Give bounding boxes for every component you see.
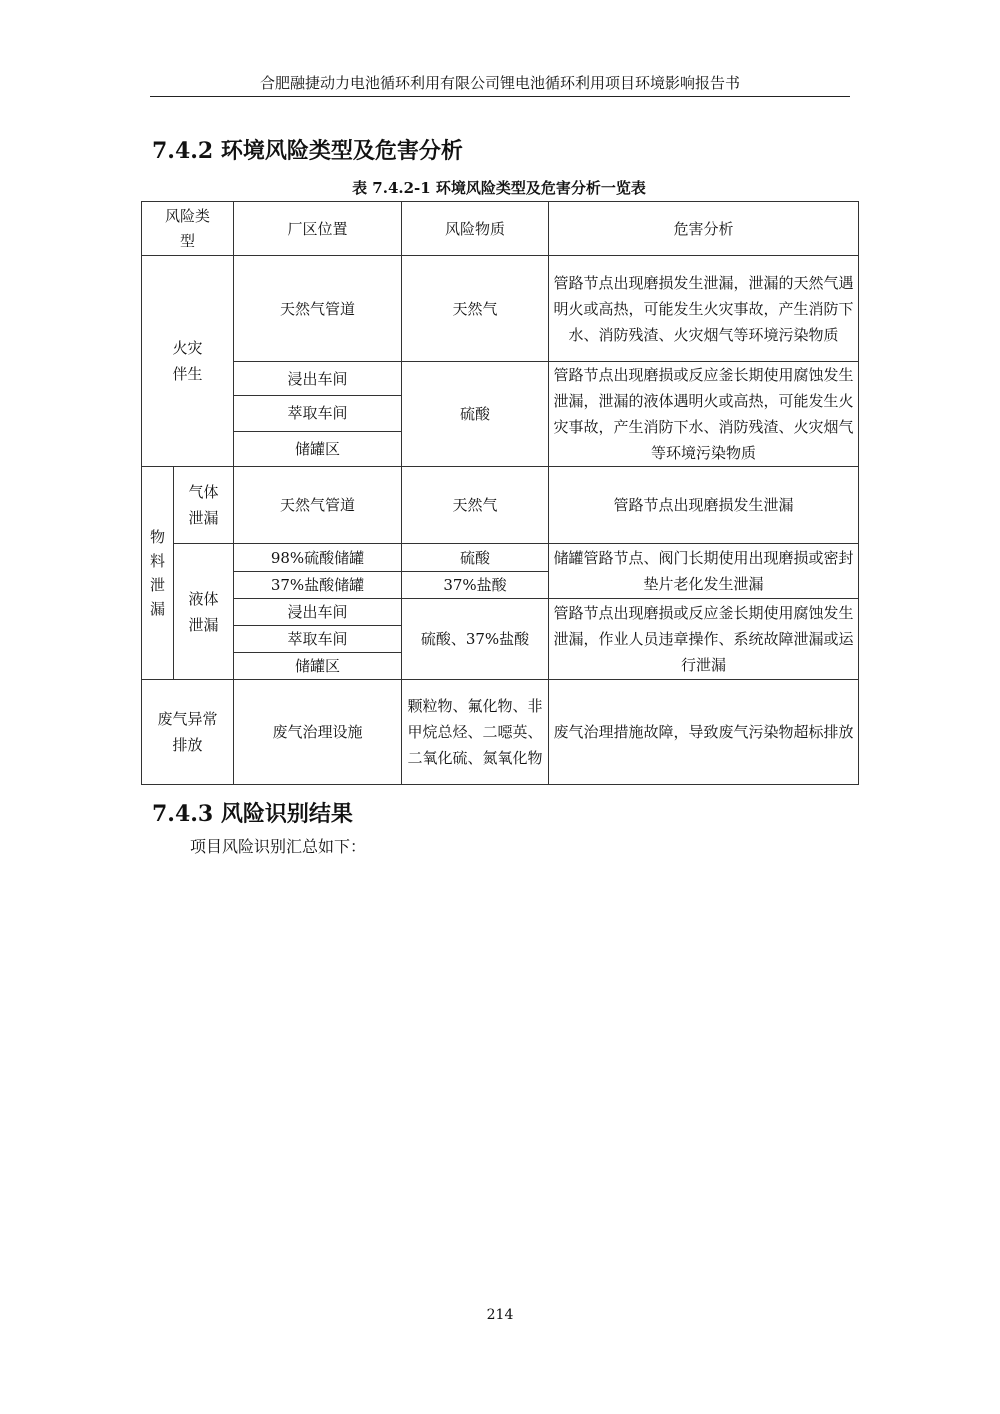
exhaust-hazard: 废气治理措施故障，导致废气污染物超标排放: [549, 680, 859, 785]
liquid-tank-location-1: 98%硫酸储罐: [234, 544, 402, 572]
liquid-location-extraction: 萃取车间: [234, 626, 402, 653]
gas-leak-hazard: 管路节点出现磨损发生泄漏: [549, 467, 859, 544]
fire-pipeline-substance: 天然气: [402, 256, 549, 362]
header-substance: 风险物质: [402, 202, 549, 256]
fire-risk-type: 火灾伴生: [142, 256, 234, 467]
liquid-tank-hazard: 储罐管路节点、阀门长期使用出现磨损或密封垫片老化发生泄漏: [549, 544, 859, 599]
liquid-tank-substance-1: 硫酸: [402, 544, 549, 572]
liquid-tank-substance-2: 37%盐酸: [402, 572, 549, 599]
fire-substance-sulfuric-acid: 硫酸: [402, 362, 549, 467]
fire-pipeline-location: 天然气管道: [234, 256, 402, 362]
header-risk-type: 风险类型: [142, 202, 234, 256]
table-row: [142, 256, 859, 362]
liquid-workshop-hazard: 管路节点出现磨损或反应釜长期使用腐蚀发生泄漏，作业人员违章操作、系统故障泄漏或运行泄漏: [549, 599, 859, 680]
page-number: 214: [486, 1307, 514, 1323]
liquid-tank-location-2: 37%盐酸储罐: [234, 572, 402, 599]
body-paragraph: 项目风险识别汇总如下：: [190, 837, 367, 856]
liquid-leak-subtype: 液体泄漏: [174, 544, 234, 680]
exhaust-location: 废气治理设施: [234, 680, 402, 785]
exhaust-substance: 颗粒物、氟化物、非甲烷总烃、二噁英、二氧化硫、氮氧化物: [402, 680, 549, 785]
table-row: [142, 362, 859, 396]
table-row: [142, 544, 859, 572]
section-title-7-4-3: 7.4.3 风险识别结果: [152, 801, 353, 827]
gas-leak-substance: 天然气: [402, 467, 549, 544]
table-row: [142, 467, 859, 544]
gas-leak-location: 天然气管道: [234, 467, 402, 544]
fire-location-leaching: 浸出车间: [234, 362, 402, 396]
table-caption: 表 7.4.2-1 环境风险类型及危害分析一览表: [352, 179, 646, 197]
fire-location-extraction: 萃取车间: [234, 396, 402, 431]
liquid-workshop-substance: 硫酸、37%盐酸: [402, 599, 549, 680]
leak-risk-type: 物料泄漏: [142, 467, 174, 680]
header-hazard: 危害分析: [549, 202, 859, 256]
gas-leak-subtype: 气体泄漏: [174, 467, 234, 544]
fire-location-tank-farm: 储罐区: [234, 431, 402, 466]
table-header-row: [142, 202, 859, 256]
fire-workshop-hazard: 管路节点出现磨损或反应釜长期使用腐蚀发生泄漏，泄漏的液体遇明火或高热，可能发生火灾事故，产生消防下水、消防残渣、火灾烟气等环境污染物质: [549, 362, 859, 467]
table-row: [142, 680, 859, 785]
header-location: 厂区位置: [234, 202, 402, 256]
fire-pipeline-hazard: 管路节点出现磨损发生泄漏，泄漏的天然气遇明火或高热，可能发生火灾事故，产生消防下水、消防残渣、火灾烟气等环境污染物质: [549, 256, 859, 362]
risk-table: [141, 201, 859, 785]
liquid-location-leaching: 浸出车间: [234, 599, 402, 626]
running-header: 合肥融捷动力电池循环利用有限公司锂电池循环利用项目环境影响报告书: [150, 70, 850, 97]
table-row: [142, 599, 859, 626]
section-title-7-4-2: 7.4.2 环境风险类型及危害分析: [152, 138, 463, 164]
liquid-location-tank-farm: 储罐区: [234, 653, 402, 680]
exhaust-risk-type: 废气异常排放: [142, 680, 234, 785]
